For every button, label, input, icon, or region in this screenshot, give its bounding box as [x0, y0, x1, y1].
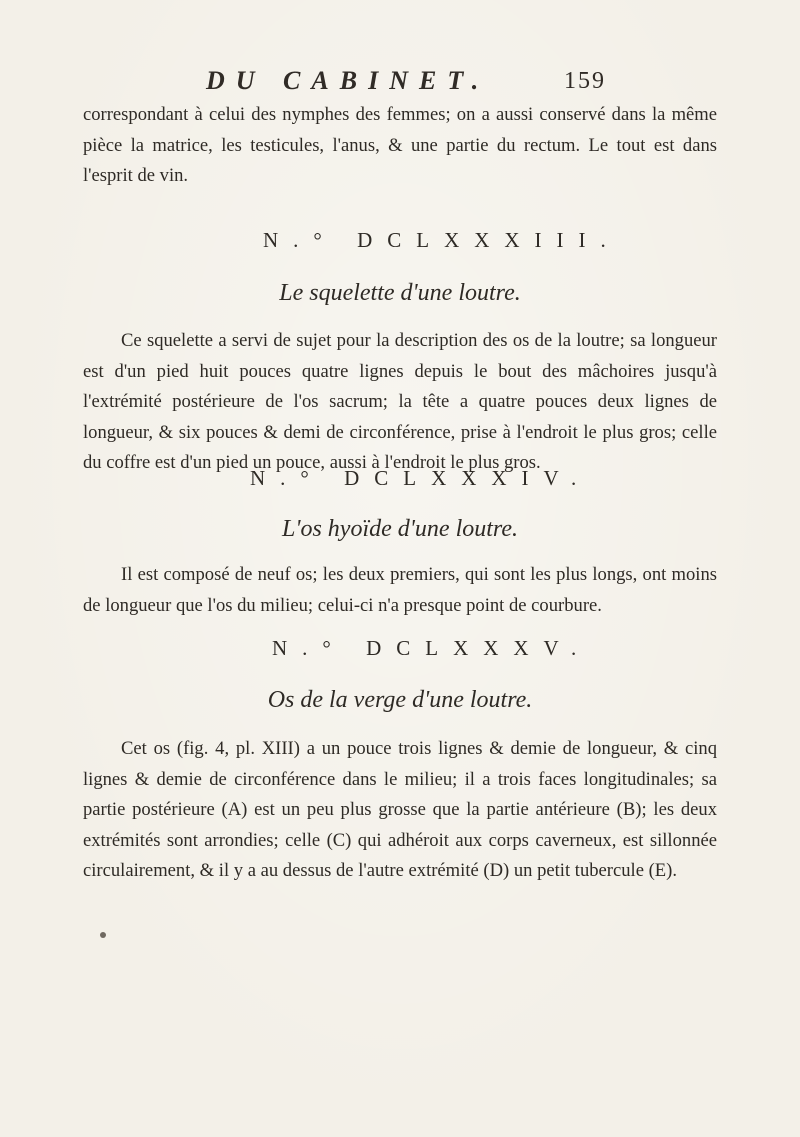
entry-text-683: Ce squelette a servi de sujet pour la description des os de la loutre; sa longueur est d'un pied huit pouces quatre lignes depuis le bout des mâchoires jusqu'à l'extrémité postérieure de l'os sacrum; la tête a quatre pouces deux lignes de longueur, & six pouces & demi de circonférence, prise à l'endroit le plus gros; celle du coffre est d'un pied un pouce, aussi à l'endroit le plus gros. [83, 330, 717, 473]
ink-speck [100, 932, 106, 938]
entry-number-684: N.° DCLXXXIV. [250, 466, 592, 490]
entry-text-685: Cet os (fig. 4, pl. XIII) a un pouce trois lignes & demie de longueur, & cinq lignes & demie de circonférence dans le milieu; il a trois faces longitudinales; sa partie postérieure (A) est un peu plus grosse que la partie antérieure (B); les deux extrémités sont arrondies; celle (C) qui adhéroit aux corps caverneux, est sillonnée circulairement, & il y a au dessus de l'autre extrémité (D) un petit tubercule (E). [83, 738, 717, 881]
running-head [206, 66, 606, 98]
entry-title-683: Le squelette d'une loutre. [279, 280, 521, 306]
entry-text-684: Il est composé de neuf os; les deux premiers, qui sont les plus longs, ont moins de longueur que l'os du milieu; celui-ci n'a presque point de courbure. [83, 564, 717, 616]
page-number: 159 [564, 68, 606, 94]
entry-paragraph-685 [83, 734, 717, 887]
entry-title-685: Os de la verge d'une loutre. [267, 687, 533, 713]
entry-title-684: L'os hyoïde d'une loutre. [281, 516, 518, 542]
intro-text: correspondant à celui des nymphes des femmes; on a aussi conservé dans la même pièce la matrice, les testicules, l'anus, & une partie du rectum. Le tout est dans l'esprit de vin. [83, 104, 717, 186]
running-head-title: DU CABINET. [206, 66, 490, 95]
intro-paragraph [83, 100, 717, 192]
entry-paragraph-684 [83, 560, 717, 621]
entry-paragraph-683 [83, 326, 717, 479]
entry-number-685: N.° DCLXXXV. [272, 636, 592, 660]
entry-number-683: N.° DCLXXXIII. [263, 228, 621, 252]
